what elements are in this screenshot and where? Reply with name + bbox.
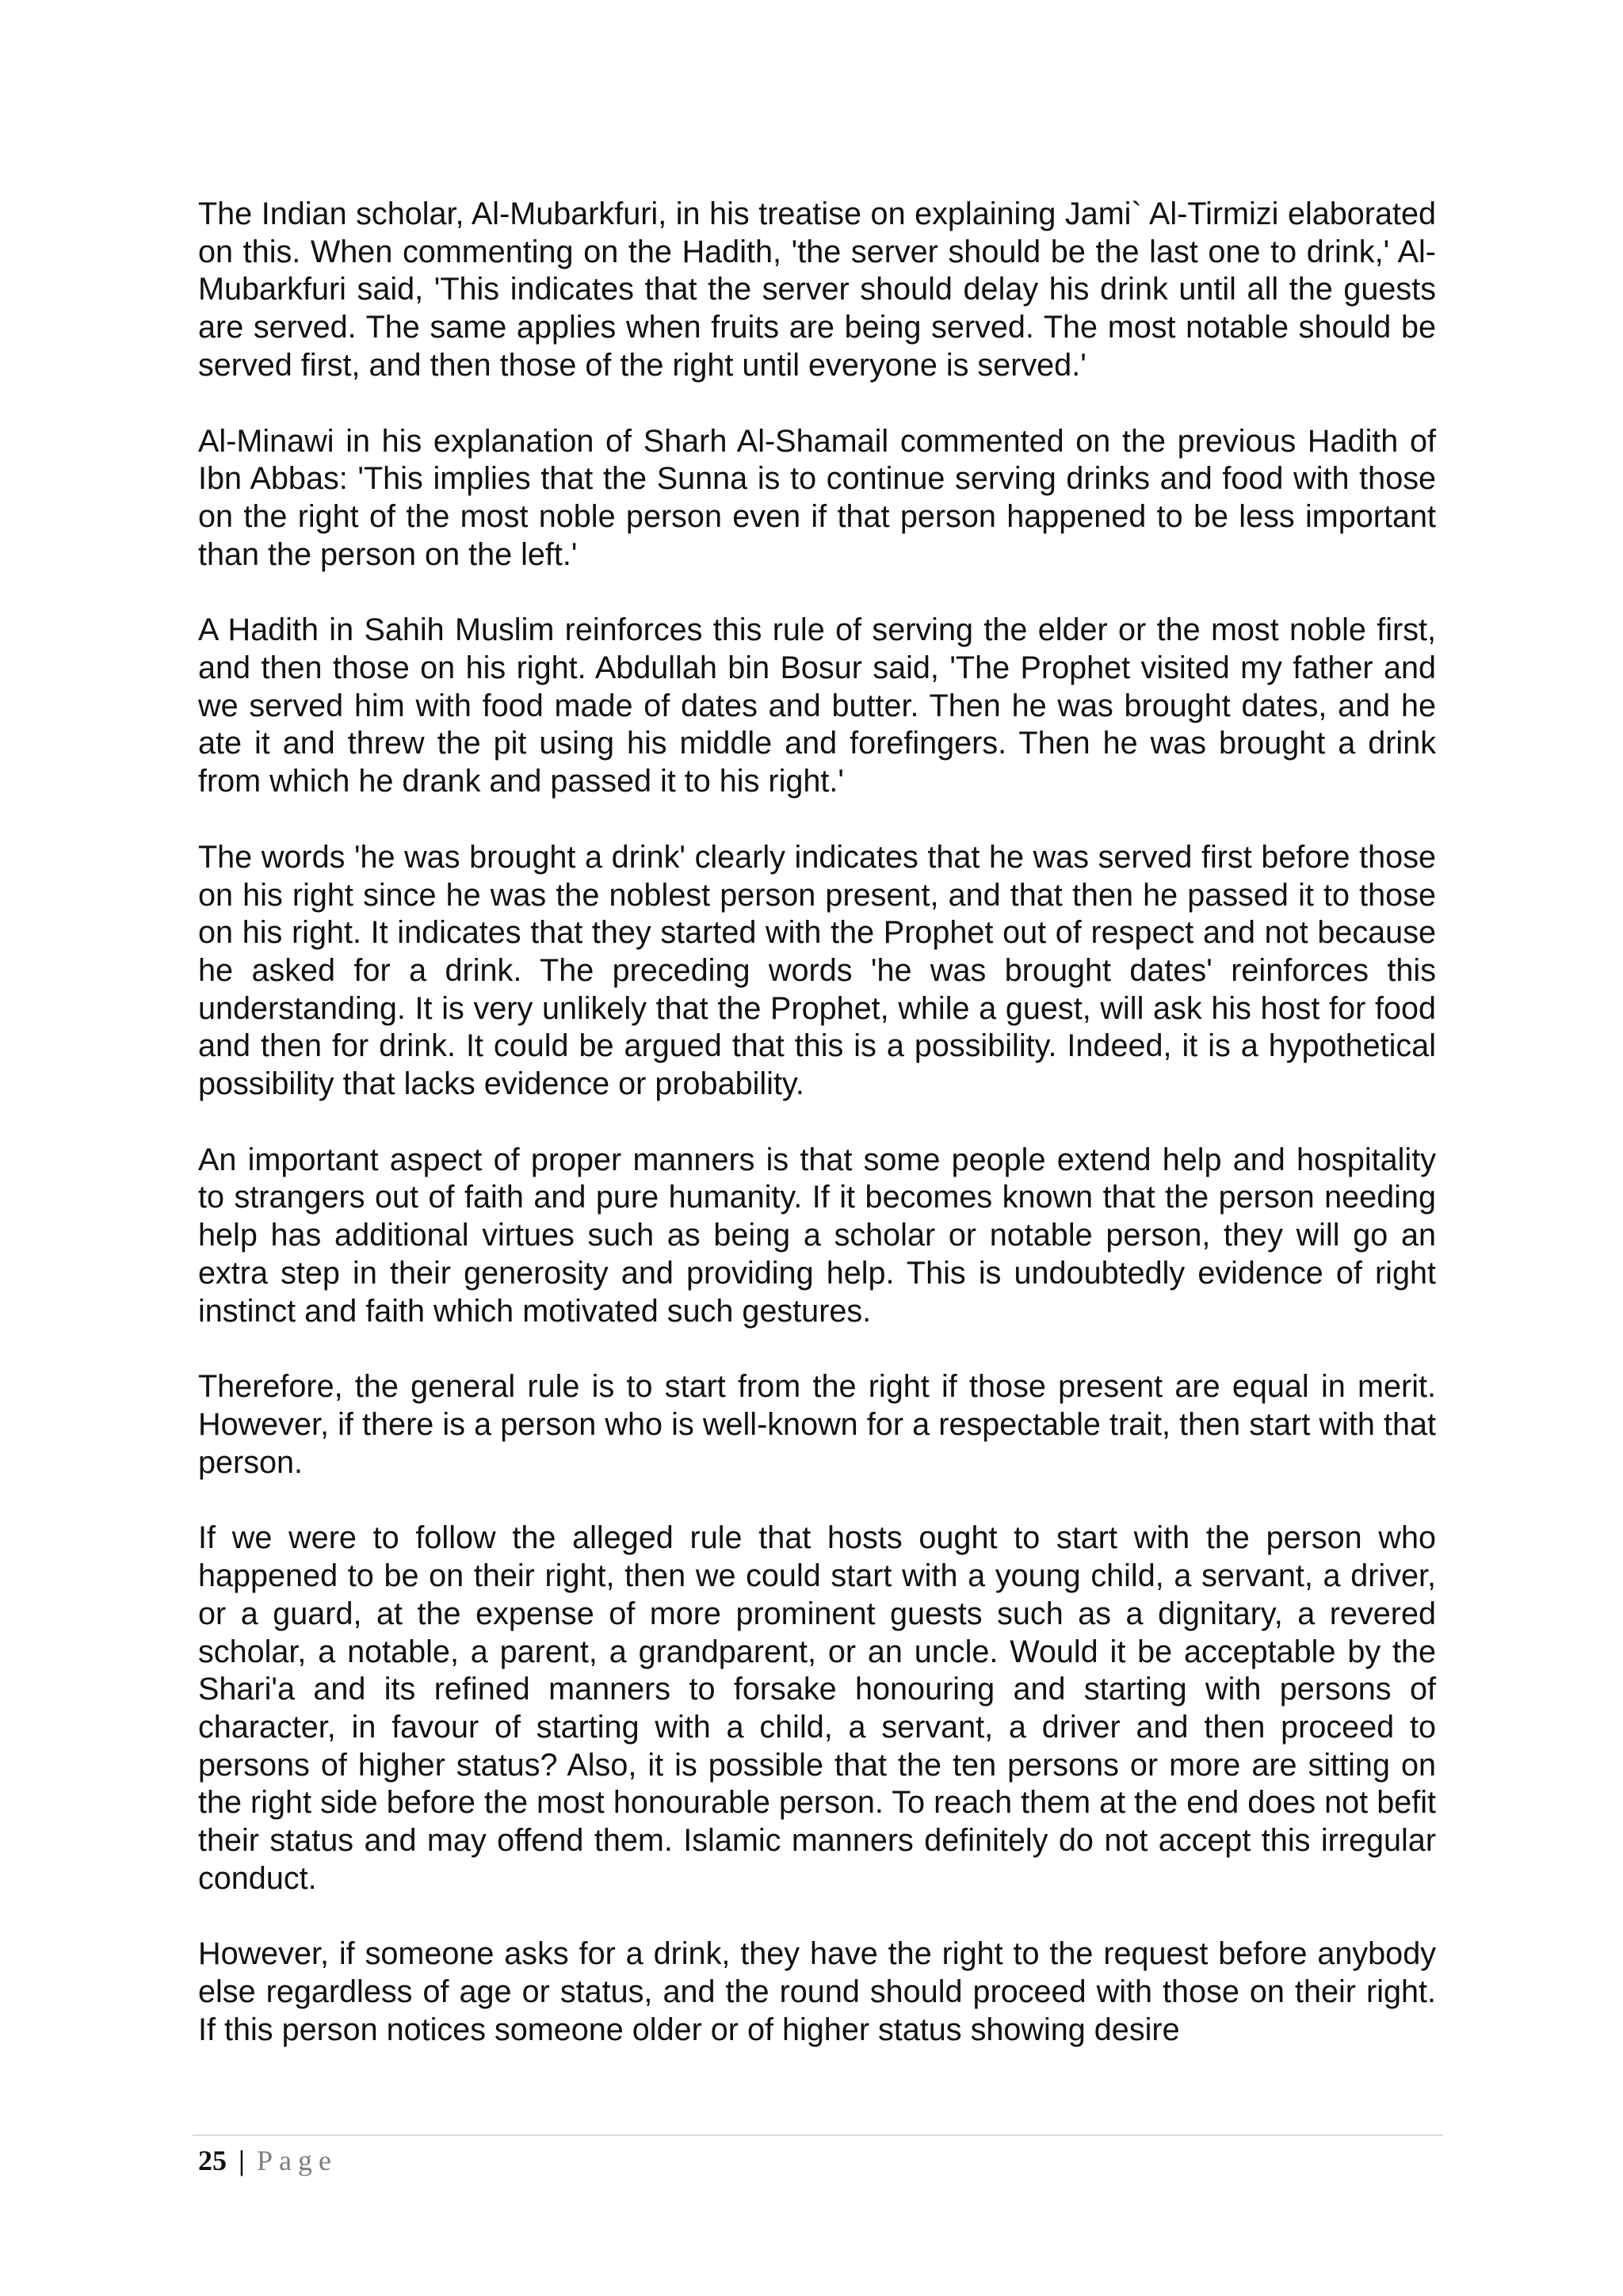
paragraph-6: Therefore, the general rule is to start from the right if those present are equal in merit. However, if there is a person who is well-known for a respectable trait, then start with that person. xyxy=(198,1369,1436,1480)
page-label: Page xyxy=(256,2145,338,2176)
paragraph-4: The words 'he was brought a drink' clearly indicates that he was served first before those on his right since he was the noblest person present, and that then he passed it to those on his right. It indicates that they started with the Prophet out of respect and not because he asked for a drink. The preceding words 'he was brought dates' reinforces this understanding. It is very unlikely that the Prophet, while a guest, will ask his host for food and then for drink. It could be argued that this is a possibility. Indeed, it is a hypothetical possibility that lacks evidence or probability. xyxy=(198,839,1436,1102)
paragraph-2: Al-Minawi in his explanation of Sharh Al-Shamail commented on the previous Hadith of Ibn Abbas: 'This implies that the Sunna is to continue serving drinks and food with those on the right of the most noble person even if that person happened to be less important than the person on the left.' xyxy=(198,423,1436,572)
paragraph-7: If we were to follow the alleged rule that hosts ought to start with the person who happened to be on their right, then we could start with a young child, a servant, a driver, or a guard, at the expense of more prominent guests such as a dignitary, a revered scholar, a notable, a parent, a grandparent, or an uncle. Would it be acceptable by the Shari'a and its refined manners to forsake honouring and starting with persons of character, in favour of starting with a child, a servant, a driver and then proceed to persons of higher status? Also, it is possible that the ten persons or more are sitting on the right side before the most honourable person. To reach them at the end does not befit their status and may offend them. Islamic manners definitely do not accept this irregular conduct. xyxy=(198,1520,1436,1896)
page-separator: | xyxy=(239,2145,245,2176)
paragraph-1: The Indian scholar, Al-Mubarkfuri, in his treatise on explaining Jami` Al-Tirmizi elaborated on this. When commenting on the Hadith, 'the server should be the last one to drink,' Al-Mubarkfuri said, 'This indicates that the server should delay his drink until all the guests are served. The same applies when fruits are being served. The most notable should be served first, and then those of the right until everyone is served.' xyxy=(198,196,1436,383)
paragraph-5: An important aspect of proper manners is that some people extend help and hospitality to strangers out of faith and pure humanity. If it becomes known that the person needing help has additional virtues such as being a scholar or notable person, they will go an extra step in their generosity and providing help. This is undoubtedly evidence of right instinct and faith which motivated such gestures. xyxy=(198,1142,1436,1329)
paragraph-8: However, if someone asks for a drink, they have the right to the request before anybody else regardless of age or status, and the round should proceed with those on their right. If this person notices someone older or of higher status showing desire xyxy=(198,1936,1436,2047)
document-body xyxy=(198,196,1436,2050)
paragraph-3: A Hadith in Sahih Muslim reinforces this rule of serving the elder or the most noble first, and then those on his right. Abdullah bin Bosur said, 'The Prophet visited my father and we served him with food made of dates and butter. Then he was brought dates, and he ate it and threw the pit using his middle and forefingers. Then he was brought a drink from which he drank and passed it to his right.' xyxy=(198,612,1436,799)
page-number: 25 xyxy=(198,2145,227,2176)
page-footer xyxy=(198,2142,338,2180)
footer-divider xyxy=(193,2134,1443,2136)
